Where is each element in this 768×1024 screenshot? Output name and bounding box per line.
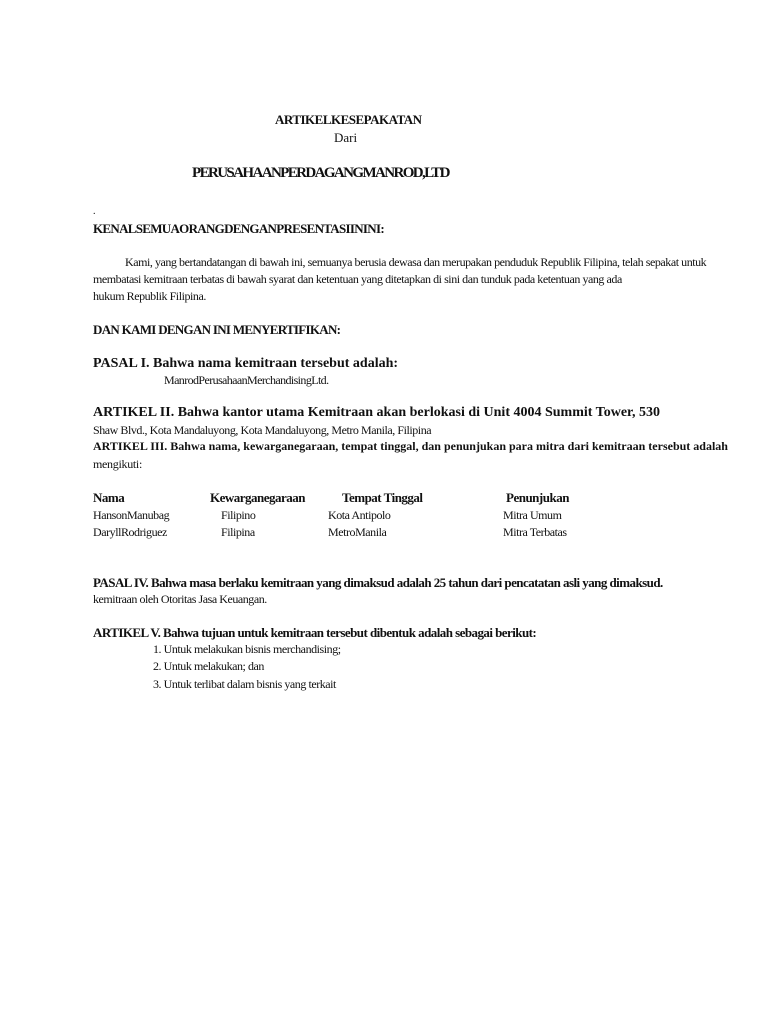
heading-know-all: KENALSEMUAORANGDENGANPRESENTASIININI: xyxy=(93,221,384,236)
partnership-name: ManrodPerusahaanMerchandisingLtd. xyxy=(164,373,329,387)
stray-dot: . xyxy=(93,206,96,217)
list-item: 1. Untuk melakukan bisnis merchandising; xyxy=(153,642,341,656)
table-cell: Mitra Umum xyxy=(503,508,562,522)
table-cell: DaryllRodriguez xyxy=(93,525,167,539)
table-cell: Filipino xyxy=(221,508,256,522)
artikel-3-continuation: mengikuti: xyxy=(93,457,142,471)
table-header-penunjukan: Penunjukan xyxy=(506,490,569,505)
table-header-kewarganegaraan: Kewarganegaraan xyxy=(210,490,306,505)
pasal-1-title: PASAL I. Bahwa nama kemitraan tersebut adalah: xyxy=(93,356,399,371)
artikel-2-title: ARTIKEL II. Bahwa kantor utama Kemitraan akan berlokasi di Unit 4004 Summit Tower, 530 xyxy=(93,405,660,420)
pasal-4-continuation: kemitraan oleh Otoritas Jasa Keuangan. xyxy=(93,592,267,606)
artikel-5-title: ARTIKEL V. Bahwa tujuan untuk kemitraan tersebut dibentuk adalah sebagai berikut: xyxy=(93,625,537,640)
company-name: PERUSAHAANPERDAGANGMANROD,LTD xyxy=(192,165,449,181)
artikel-3-title: ARTIKEL III. Bahwa nama, kewarganegaraan, tempat tinggal, dan penunjukan para mitra dari kemitraan tersebut adalah xyxy=(93,439,728,453)
table-header-tempat-tinggal: Tempat Tinggal xyxy=(342,490,423,505)
table-cell: Mitra Terbatas xyxy=(503,525,567,539)
intro-line: membatasi kemitraan terbatas di bawah syarat dan ketentuan yang ditetapkan di sini dan tunduk pada ketentuan yang ada xyxy=(93,272,622,286)
office-address: Shaw Blvd., Kota Mandaluyong, Kota Mandaluyong, Metro Manila, Filipina xyxy=(93,423,432,437)
table-header-nama: Nama xyxy=(93,490,125,505)
intro-line: Kami, yang bertandatangan di bawah ini, semuanya berusia dewasa dan merupakan penduduk Republik Filipina, telah sepakat untuk xyxy=(125,255,707,269)
list-item: 2. Untuk melakukan; dan xyxy=(153,659,264,673)
table-cell: HansonManubag xyxy=(93,508,170,522)
table-cell: Kota Antipolo xyxy=(328,508,391,522)
document-from-label: Dari xyxy=(334,130,358,145)
table-cell: MetroManila xyxy=(328,525,387,539)
document-title: ARTIKELKESEPAKATAN xyxy=(275,112,422,127)
heading-certify: DAN KAMI DENGAN INI MENYERTIFIKAN: xyxy=(93,322,341,337)
intro-line: hukum Republik Filipina. xyxy=(93,289,206,303)
pasal-4-title: PASAL IV. Bahwa masa berlaku kemitraan yang dimaksud adalah 25 tahun dari pencatatan asli yang dimaksud. xyxy=(93,575,663,590)
table-cell: Filipina xyxy=(221,525,255,539)
list-item: 3. Untuk terlibat dalam bisnis yang terkait xyxy=(153,677,336,691)
